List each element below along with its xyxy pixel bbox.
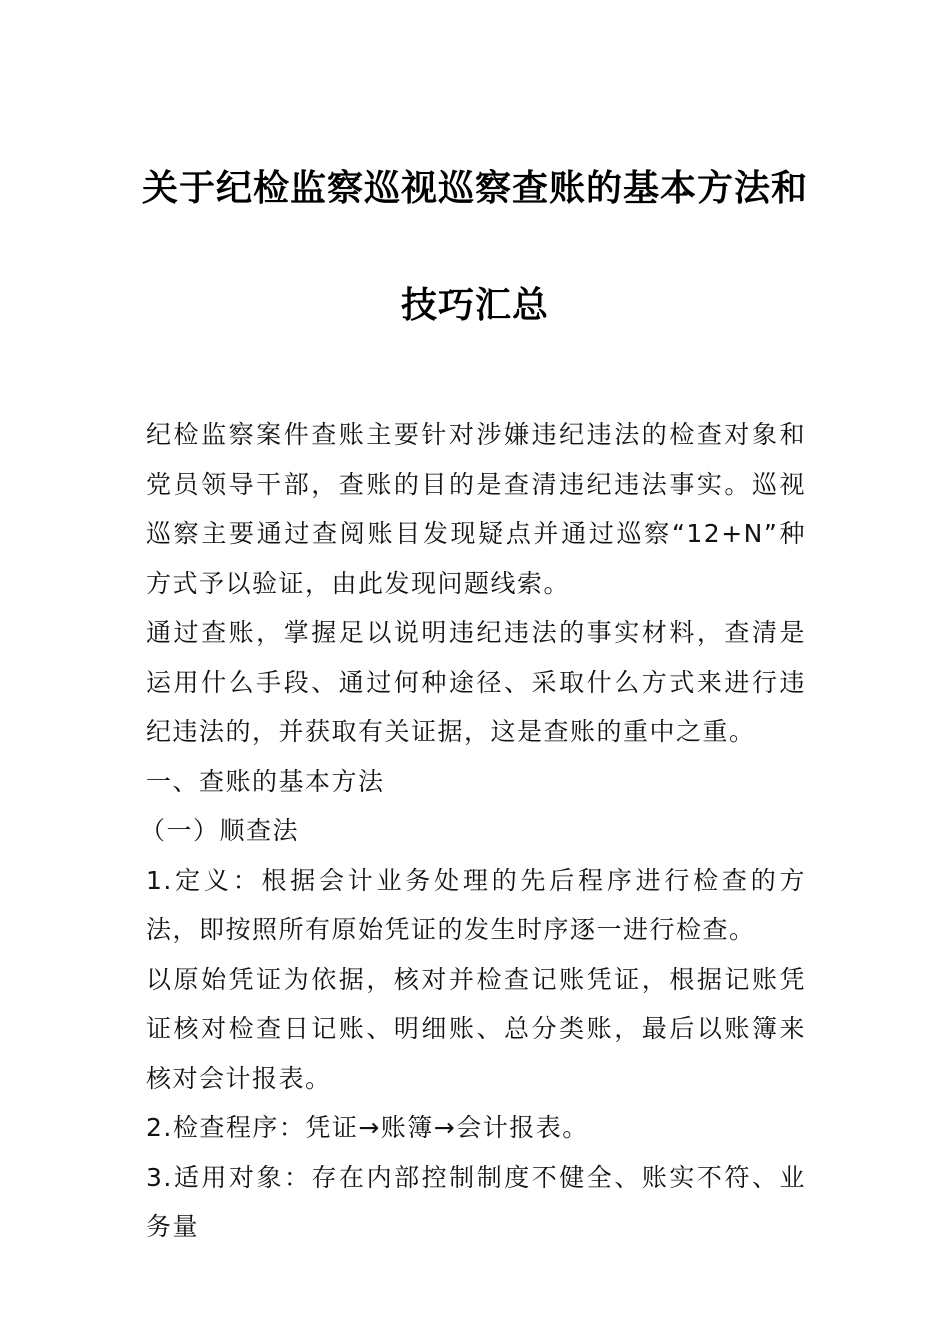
list-item-scope: 3.适用对象：存在内部控制制度不健全、账实不符、业务量 [146, 1162, 806, 1241]
section-heading: 一、查账的基本方法 [146, 766, 385, 796]
document-title-line-2: 技巧汇总 [400, 284, 549, 326]
paragraph-intro: 纪检监察案件查账主要针对涉嫌违纪违法的检查对象和党员领导干部，查账的目的是查清违纪违法事实。巡视巡察主要通过查阅账目发现疑点并通过巡察“12+N”种方式予以验证，由此发现问题线索。 [146, 420, 806, 598]
document-title-line-1: 关于纪检监察巡视巡察查账的基本方法和 [141, 167, 808, 209]
list-item-definition: 1.定义：根据会计业务处理的先后程序进行检查的方法，即按照所有原始凭证的发生时序逐一进行检查。 [146, 865, 806, 944]
subsection-heading: （一）顺查法 [140, 816, 300, 845]
document-body [140, 410, 806, 1252]
paragraph-purpose: 通过查账，掌握足以说明违纪违法的事实材料，查清是运用什么手段、通过何种途径、采取什么方式来进行违纪违法的，并获取有关证据，这是查账的重中之重。 [146, 618, 806, 746]
list-item-procedure: 2.检查程序：凭证→账簿→会计报表。 [146, 1113, 589, 1142]
list-item-detail: 以原始凭证为依据，核对并检查记账凭证，根据记账凭证核对检查日记账、明细账、总分类账，最后以账簿来核对会计报表。 [146, 964, 806, 1093]
